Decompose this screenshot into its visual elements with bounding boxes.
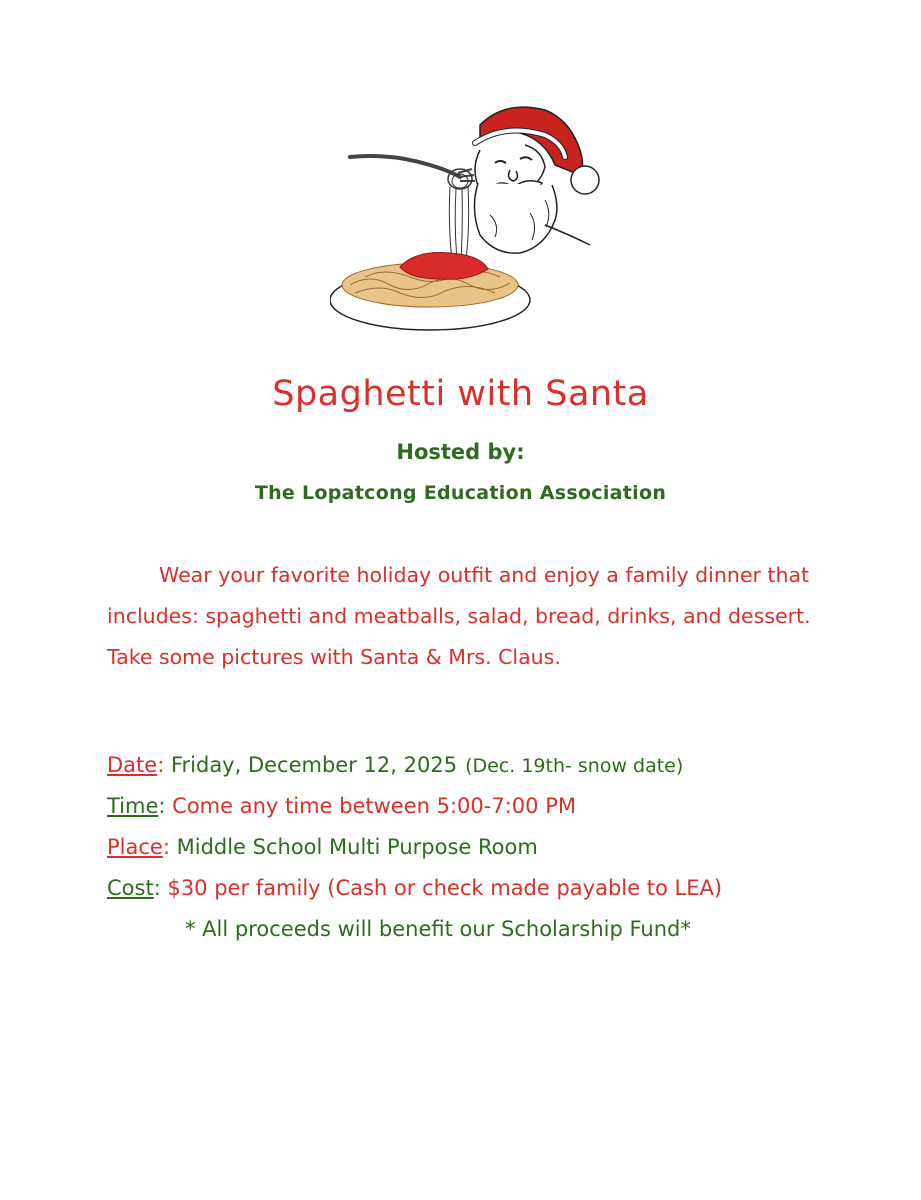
cost-label: Cost bbox=[107, 876, 154, 900]
snow-date-note: (Dec. 19th- snow date) bbox=[465, 755, 684, 777]
hosted-by-label: Hosted by: bbox=[396, 440, 525, 464]
date-row: Date: Friday, December 12, 2025 (Dec. 19th- snow date) bbox=[107, 753, 684, 777]
event-description bbox=[107, 555, 812, 678]
date-value: Friday, December 12, 2025 bbox=[170, 753, 458, 777]
date-label: Date bbox=[107, 753, 158, 777]
time-label: Time bbox=[107, 794, 159, 818]
organization-name: The Lopatcong Education Association bbox=[254, 482, 667, 504]
santa-spaghetti-illustration bbox=[330, 95, 610, 355]
cost-row: Cost: $30 per family (Cash or check made payable to LEA) bbox=[107, 876, 723, 900]
event-details bbox=[107, 745, 867, 950]
cost-value: $30 per family (Cash or check made payable to LEA) bbox=[167, 876, 723, 900]
place-row: Place: Middle School Multi Purpose Room bbox=[107, 835, 538, 859]
place-label: Place bbox=[107, 835, 163, 859]
description-text: Wear your favorite holiday outfit and enjoy a family dinner that includes: spaghetti and meatballs, salad, bread, drinks, and dessert. Take some pictures with Santa & Mrs. Claus. bbox=[107, 563, 811, 669]
place-value: Middle School Multi Purpose Room bbox=[176, 835, 538, 859]
event-title: Spaghetti with Santa bbox=[272, 374, 649, 414]
time-value: Come any time between 5:00-7:00 PM bbox=[172, 794, 576, 818]
proceeds-note: * All proceeds will benefit our Scholarship Fund* bbox=[185, 917, 691, 941]
time-row: Time: Come any time between 5:00-7:00 PM bbox=[107, 794, 576, 818]
